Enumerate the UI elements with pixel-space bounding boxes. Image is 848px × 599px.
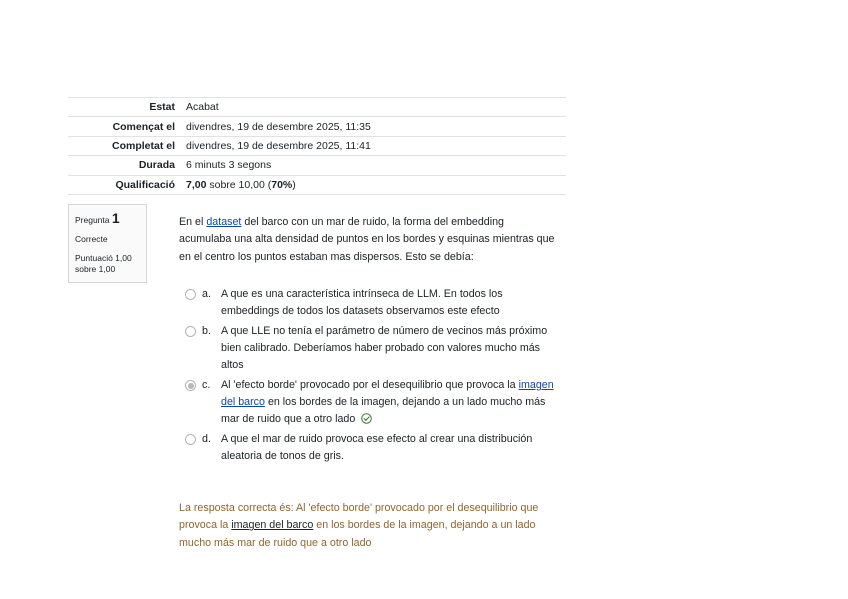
summary-row-grade — [68, 175, 566, 194]
summary-row-started — [68, 117, 566, 136]
answer-text — [221, 379, 554, 425]
answer-letter: c. — [202, 379, 211, 391]
question-mark: Puntuació 1,00 sobre 1,00 — [75, 253, 132, 274]
question-number-line — [75, 210, 140, 228]
correct-answer-feedback — [179, 500, 559, 552]
summary-value: Acabat — [186, 101, 219, 114]
grade-middle: sobre 10,00 ( — [206, 178, 272, 191]
summary-row-state — [68, 98, 566, 117]
answer-option-a[interactable] — [183, 286, 563, 320]
question-text — [179, 214, 559, 266]
radio-button[interactable] — [185, 289, 196, 300]
summary-label: Completat el — [111, 139, 175, 152]
answer-text-end: en los bordes de la imagen, dejando a un lado mucho más mar de ruido que a otro lado — [221, 396, 546, 425]
grade-score: 7,00 — [186, 178, 207, 191]
summary-value: 6 minuts 3 segons — [186, 159, 272, 172]
answer-options — [183, 286, 563, 468]
summary-label: Qualificació — [115, 178, 175, 191]
answer-option-d[interactable] — [183, 431, 563, 465]
answer-option-b[interactable] — [183, 323, 563, 374]
boat-image-link[interactable]: imagen del barco — [221, 379, 554, 408]
answer-letter: a. — [202, 288, 211, 300]
answer-text: A que es una característica intrínseca de LLM. En todos los embeddings de todos los datasets observamos este efecto — [221, 288, 503, 317]
summary-value: divendres, 19 de desembre 2025, 11:41 — [186, 139, 371, 152]
answer-letter: b. — [202, 325, 211, 337]
summary-value: divendres, 19 de desembre 2025, 11:35 — [186, 120, 371, 133]
summary-row-completed — [68, 136, 566, 155]
radio-button[interactable] — [185, 326, 196, 337]
summary-row-duration — [68, 156, 566, 175]
question-number: 1 — [111, 210, 120, 226]
feedback-boat-image-link[interactable]: imagen del barco — [231, 519, 314, 532]
question-text-end: del barco con un mar de ruido, la forma del embedding acumulaba una alta densidad de puntos en los bordes y esquinas mientras que en el centro los puntos estaban mas dispersos. Esto se debía: — [179, 216, 555, 263]
answer-letter: d. — [202, 433, 211, 445]
question-state: Correcte — [75, 233, 108, 244]
grade-percent: 70% — [271, 178, 293, 191]
answer-option-c[interactable] — [183, 377, 563, 428]
summary-label: Durada — [138, 159, 175, 172]
feedback-text-start: Al 'efecto borde' provocado por el desequilibrio que provoca la — [179, 502, 539, 532]
dataset-link[interactable]: dataset — [206, 216, 242, 228]
answer-text: A que el mar de ruido provoca ese efecto al crear una distribución aleatoria de tonos de gris. — [221, 433, 533, 462]
summary-label: Estat — [149, 101, 175, 114]
feedback-prefix: La resposta correcta és: — [179, 502, 297, 514]
radio-button-selected[interactable] — [185, 380, 196, 391]
summary-label: Començat el — [112, 120, 175, 133]
question-info-box — [68, 204, 147, 283]
answer-text-start: Al 'efecto borde' provocado por el desequilibrio que provoca la — [221, 379, 519, 391]
question-text-start: En el — [179, 216, 207, 228]
check-circle-icon — [361, 413, 372, 424]
feedback-text-end: en los bordes de la imagen, dejando a un lado mucho más mar de ruido que a otro lado — [179, 519, 536, 549]
grade-end: ) — [292, 178, 296, 191]
question-number-label: Pregunta — [75, 215, 110, 225]
answer-text: A que LLE no tenía el parámetro de número de vecinos más próximo bien calibrado. Deberíamos haber probado con valores mucho más altos — [221, 325, 548, 371]
grade-value — [186, 175, 566, 194]
radio-button[interactable] — [185, 434, 196, 445]
attempt-summary-table — [68, 97, 566, 195]
